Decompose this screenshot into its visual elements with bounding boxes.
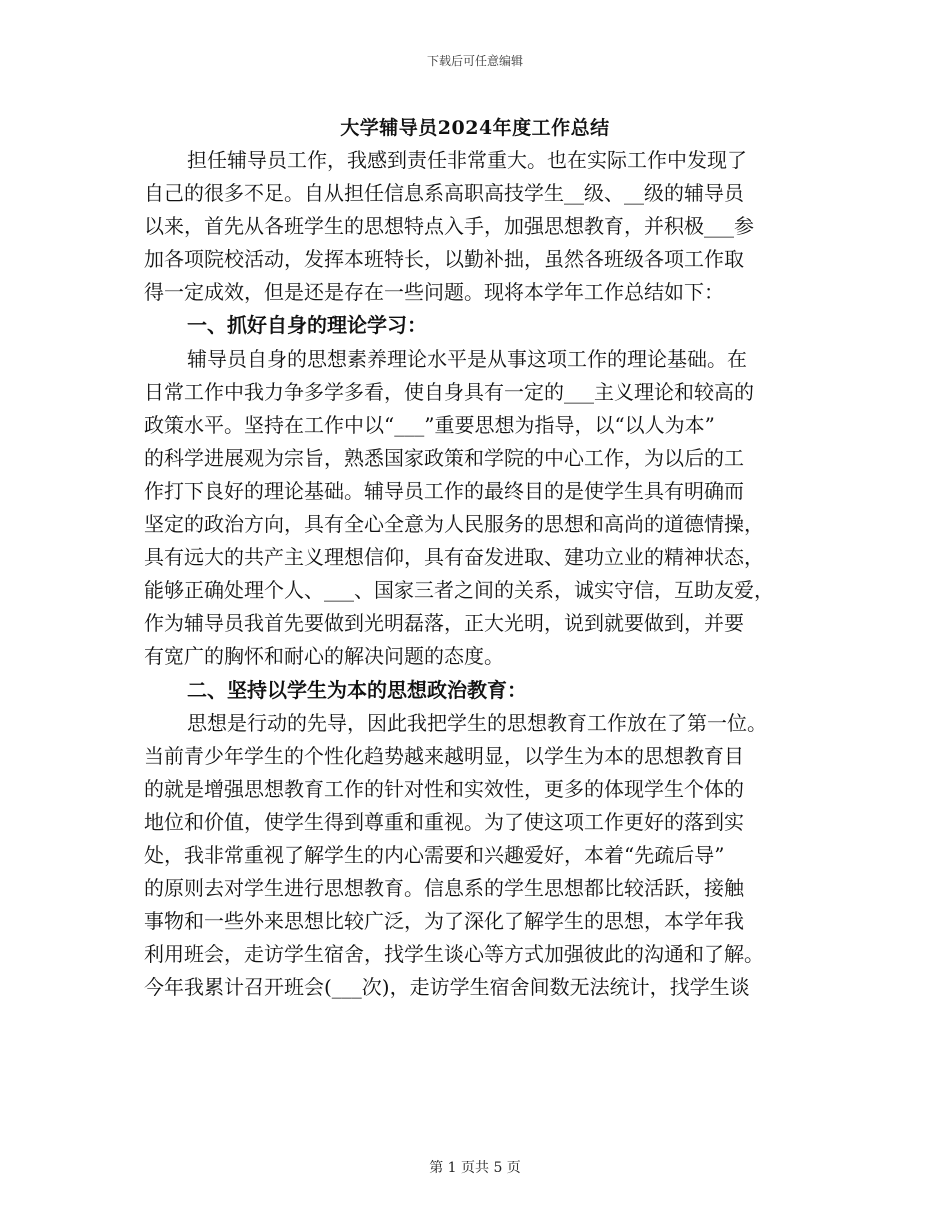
text-line: 自己的很多不足。自从担任信息系高职高技学生__级、__级的辅导员: [144, 181, 744, 206]
text-line: 思想是行动的先导，因此我把学生的思想教育工作放在了第一位。: [187, 710, 767, 735]
text-line: 的原则去对学生进行思想教育。信息系的学生思想都比较活跃，接触: [144, 876, 744, 901]
text-line: 加各项院校活动，发挥本班特长，以勤补拙，虽然各班级各项工作取: [144, 247, 744, 272]
document-body: [144, 144, 824, 1004]
text-line: 当前青少年学生的个性化趋势越来越明显，以学生为本的思想教育目: [144, 743, 744, 768]
text-line: 具有远大的共产主义理想信仰，具有奋发进取、建功立业的精神状态，: [144, 545, 764, 570]
text-line: 得一定成效，但是还是存在一些问题。现将本学年工作总结如下：: [144, 280, 724, 305]
page-footer: 第 1 页共 5 页: [429, 1160, 521, 1176]
text-line: 的科学进展观为宗旨，熟悉国家政策和学院的中心工作，为以后的工: [144, 445, 744, 470]
text-line: 处，我非常重视了解学生的内心需要和兴趣爱好，本着“先疏后导”: [144, 842, 725, 867]
text-line: 政策水平。坚持在工作中以“___”重要思想为指导，以“以人为本”: [144, 412, 715, 437]
text-line: 地位和价值，使学生得到尊重和重视。为了使这项工作更好的落到实: [144, 809, 744, 834]
text-line: 坚定的政治方向，具有全心全意为人民服务的思想和高尚的道德情操，: [144, 512, 764, 537]
text-line: 利用班会，走访学生宿舍，找学生谈心等方式加强彼此的沟通和了解。: [144, 942, 764, 967]
text-line: 担任辅导员工作，我感到责任非常重大。也在实际工作中发现了: [187, 148, 747, 172]
text-line: 作为辅导员我首先要做到光明磊落，正大光明，说到就要做到，并要: [144, 611, 744, 636]
text-line: 的就是增强思想教育工作的针对性和实效性，更多的体现学生个体的: [144, 776, 744, 801]
text-line: 能够正确处理个人、___、国家三者之间的关系，诚实守信，互助友爱，: [144, 578, 774, 603]
document-title: 大学辅导员2024年度工作总结: [340, 117, 610, 139]
text-line: 有宽广的胸怀和耐心的解决问题的态度。: [144, 644, 504, 669]
text-line: 作打下良好的理论基础。辅导员工作的最终目的是使学生具有明确而: [144, 478, 744, 503]
section-heading: 二、坚持以学生为本的思想政治教育：: [187, 677, 527, 702]
text-line: 以来，首先从各班学生的思想特点入手，加强思想教育，并积极___参: [144, 214, 754, 239]
section-heading: 一、抓好自身的理论学习：: [187, 313, 427, 338]
text-line: 事物和一些外来思想比较广泛，为了深化了解学生的思想，本学年我: [144, 909, 744, 934]
text-line: 今年我累计召开班会(___次)，走访学生宿舍间数无法统计，找学生谈: [144, 975, 750, 1000]
page-header: 下载后可任意编辑: [426, 54, 523, 68]
text-line: 辅导员自身的思想素养理论水平是从事这项工作的理论基础。在: [187, 346, 747, 371]
text-line: 日常工作中我力争多学多看，使自身具有一定的___主义理论和较高的: [144, 379, 754, 404]
